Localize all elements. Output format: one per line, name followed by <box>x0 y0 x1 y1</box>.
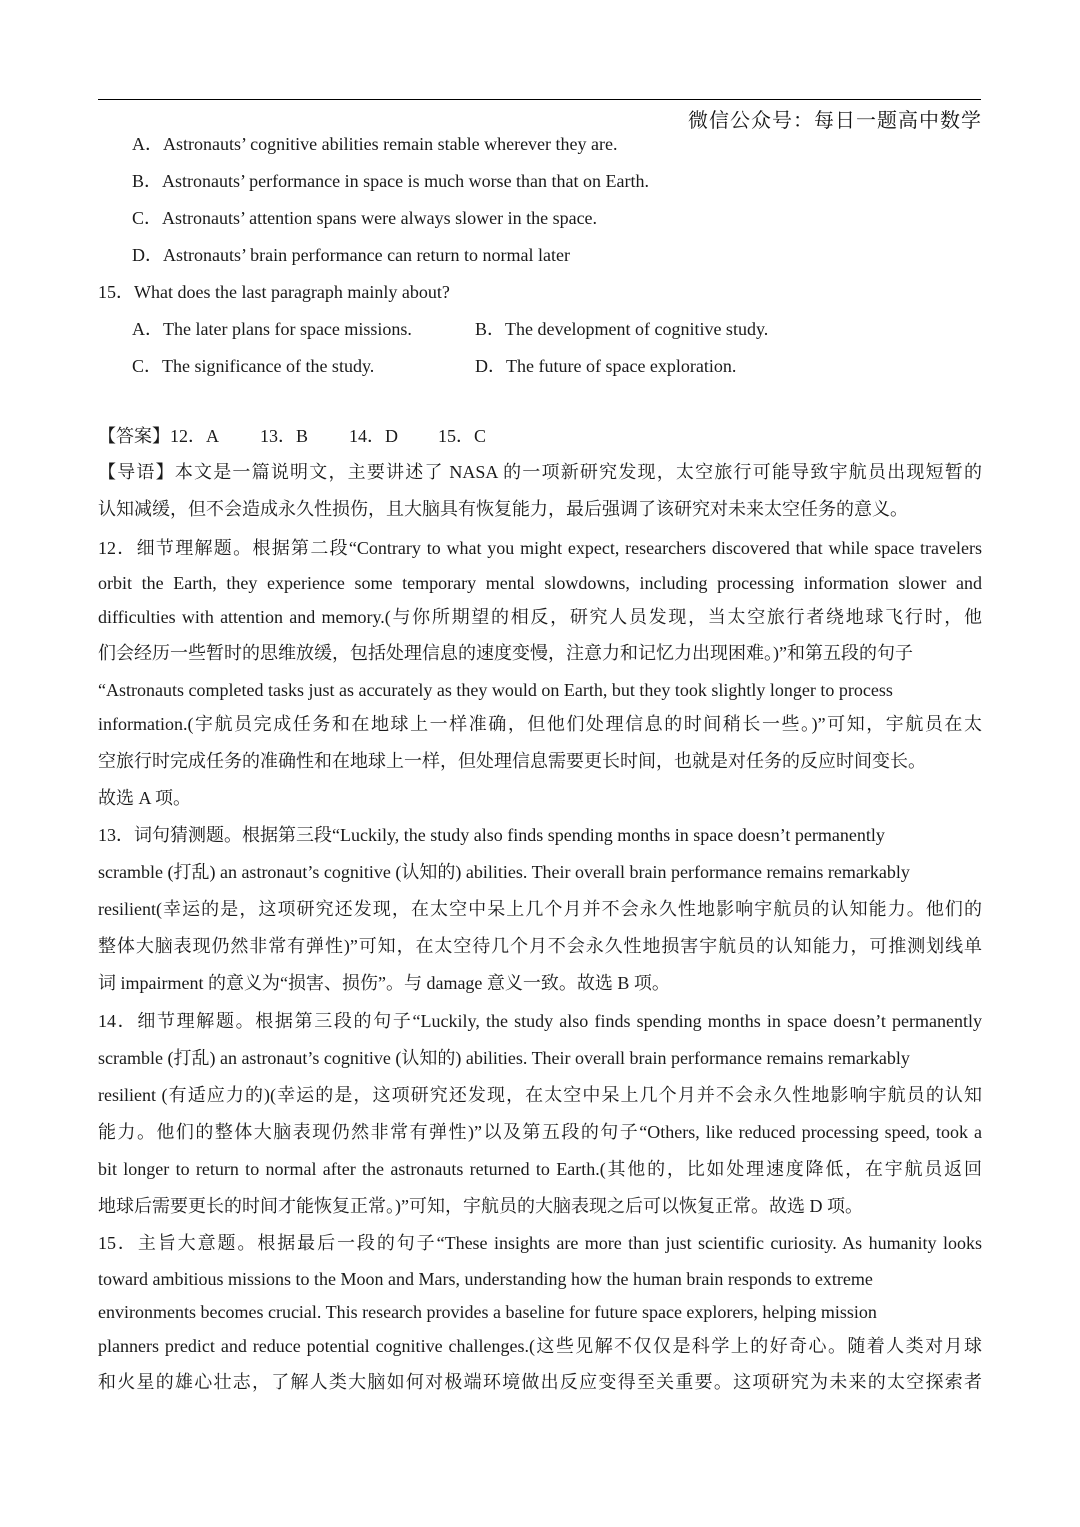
answer-item: 14．D <box>349 426 398 446</box>
answer-key <box>98 424 486 448</box>
explanation-12-line: 12．细节理解题。根据第二段“Contrary to what you might expect, researchers discovered that while space travelers <box>98 538 982 558</box>
q15-option-a: A．The later plans for space missions. <box>132 319 412 339</box>
explanation-14-line: bit longer to return to normal after the astronauts returned to Earth.(其他的，比如处理速度降低，在宇航员返回 <box>98 1159 982 1179</box>
explanation-15-line: environments becomes crucial. This research provides a baseline for future space explorers, helping mission <box>98 1302 877 1322</box>
explanation-12-line: orbit the Earth, they experience some temporary mental slowdowns, including processing information slower and <box>98 573 982 593</box>
answer-label: 【答案】 <box>98 426 170 446</box>
explanation-13-line: 整体大脑表现仍然非常有弹性)”可知，在太空待几个月不会永久性地损害宇航员的认知能力，可推测划线单 <box>98 936 982 956</box>
explanation-12-line: 空旅行时完成任务的准确性和在地球上一样，但处理信息需要更长时间，也就是对任务的反应时间变长。 <box>98 751 926 771</box>
explanation-15-line: 和火星的雄心壮志，了解人类大脑如何对极端环境做出反应变得至关重要。这项研究为未来的太空探索者 <box>98 1372 982 1392</box>
explanation-13-line: 13．词句猜测题。根据第三段“Luckily, the study also finds spending months in space doesn’t permanently <box>98 825 885 845</box>
explanation-13-line: scramble (打乱) an astronaut’s cognitive (认知的) abilities. Their overall brain performance remains remarkably <box>98 862 910 882</box>
explanation-12-line: 们会经历一些暂时的思维放缓，包括处理信息的速度变慢，注意力和记忆力出现困难。)”和第五段的句子 <box>98 643 913 663</box>
explanation-12-line: 故选 A 项。 <box>98 788 192 808</box>
explanation-13-line: 词 impairment 的意义为“损害、损伤”。与 damage 意义一致。故选 B 项。 <box>98 973 670 993</box>
header-rule <box>98 99 981 100</box>
guide-line: 【导语】本文是一篇说明文，主要讲述了 NASA 的一项新研究发现，太空旅行可能导致宇航员出现短暂的 <box>98 462 982 482</box>
answer-item: 15．C <box>438 426 487 446</box>
q14-option-a: A．Astronauts’ cognitive abilities remain stable wherever they are. <box>132 134 618 154</box>
explanation-14-line: 14．细节理解题。根据第三段的句子“Luckily, the study also finds spending months in space doesn’t permanently <box>98 1011 982 1031</box>
q15-option-d: D．The future of space exploration. <box>475 356 737 376</box>
q15-stem: 15．What does the last paragraph mainly about? <box>98 282 450 302</box>
q14-option-c: C．Astronauts’ attention spans were always slower in the space. <box>132 208 598 228</box>
answer-item: 13．B <box>260 426 309 446</box>
explanation-15-line: 15．主旨大意题。根据最后一段的句子“These insights are more than just scientific curiosity. As humanity looks <box>98 1233 982 1253</box>
q15-option-b: B．The development of cognitive study. <box>475 319 769 339</box>
q15-option-c: C．The significance of the study. <box>132 356 375 376</box>
explanation-14-line: scramble (打乱) an astronaut’s cognitive (认知的) abilities. Their overall brain performance remains remarkably <box>98 1048 910 1068</box>
explanation-14-line: 地球后需要更长的时间才能恢复正常。)”可知，宇航员的大脑表现之后可以恢复正常。故选 D 项。 <box>98 1196 863 1216</box>
answer-item: 12．A <box>170 426 219 446</box>
explanation-14-line: resilient (有适应力的)(幸运的是，这项研究还发现，在太空中呆上几个月并不会永久性地影响宇航员的认知 <box>98 1085 982 1105</box>
explanation-15-line: planners predict and reduce potential cognitive challenges.(这些见解不仅仅是科学上的好奇心。随着人类对月球 <box>98 1336 982 1356</box>
explanation-12-line: “Astronauts completed tasks just as accurately as they would on Earth, but they took slightly longer to process <box>98 680 893 700</box>
explanation-14-line: 能力。他们的整体大脑表现仍然非常有弹性)”以及第五段的句子“Others, like reduced processing speed, took a <box>98 1122 982 1142</box>
explanation-12-line: information.(宇航员完成任务和在地球上一样准确，但他们处理信息的时间稍长一些。)”可知，宇航员在太 <box>98 714 982 734</box>
explanation-15-line: toward ambitious missions to the Moon and Mars, understanding how the human brain responds to extreme <box>98 1269 873 1289</box>
explanation-12-line: difficulties with attention and memory.(与你所期望的相反，研究人员发现，当太空旅行者绕地球飞行时，他 <box>98 607 982 627</box>
q14-option-d: D．Astronauts’ brain performance can return to normal later <box>132 245 570 265</box>
guide-line: 认知减缓，但不会造成永久性损伤，且大脑具有恢复能力，最后强调了该研究对未来太空任务的意义。 <box>98 499 908 519</box>
header-watermark-text: 微信公众号：每日一题高中数学 <box>688 110 982 132</box>
explanation-13-line: resilient(幸运的是，这项研究还发现，在太空中呆上几个月并不会永久性地影响宇航员的认知能力。他们的 <box>98 899 982 919</box>
q14-option-b: B．Astronauts’ performance in space is much worse than that on Earth. <box>132 171 650 191</box>
